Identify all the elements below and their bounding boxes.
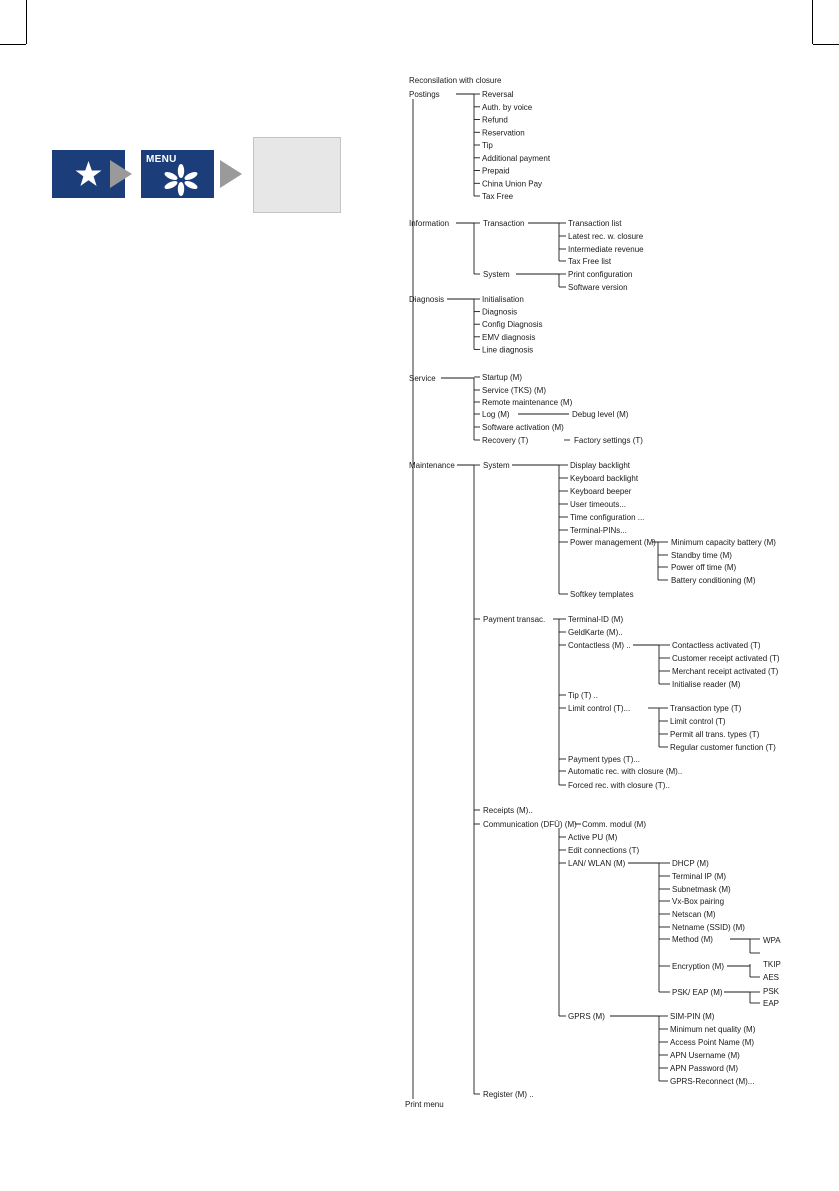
tree-node-label: Contactless activated (T) <box>672 641 761 650</box>
tree-node-label: Customer receipt activated (T) <box>672 654 780 663</box>
tree-node-label: Service <box>409 374 436 383</box>
tree-node-label: Reservation <box>482 128 525 138</box>
tree-node-label: System <box>483 270 510 279</box>
tree-node-label: EMV diagnosis <box>482 332 536 342</box>
tree-node-label: Remote maintenance (M) <box>482 398 573 407</box>
tree-node-label: Regular customer function (T) <box>670 743 776 752</box>
tree-node-label: APN Username (M) <box>670 1051 740 1060</box>
tree-node-label: Tax Free list <box>568 257 612 266</box>
tree-node-label: Vx-Box pairing <box>672 897 725 906</box>
tree-node-label: AES <box>763 973 780 982</box>
tree-node-label: Diagnosis <box>482 307 518 317</box>
tree-root-label: Reconsilation with closure <box>409 76 502 85</box>
tree-node-label: Softkey templates <box>570 590 634 599</box>
tree-node-label: Power off time (M) <box>671 563 737 572</box>
tree-node-label: Transaction type (T) <box>670 704 742 713</box>
tree-node-label: Power management (M) <box>570 538 656 547</box>
tree-node-label: Payment transac. <box>483 615 546 624</box>
tree-node-label: Maintenance <box>409 461 455 470</box>
tree-node-label: LAN/ WLAN (M) <box>568 859 626 868</box>
tree-node-label: Merchant receipt activated (T) <box>672 667 779 676</box>
tree-node-label: EAP <box>763 999 780 1008</box>
tree-node-label: Tip <box>482 141 493 150</box>
tree-node-label: SIM-PIN (M) <box>670 1012 715 1021</box>
tree-node-label: Automatic rec. with closure (M).. <box>568 767 683 776</box>
tree-node-label: APN Password (M) <box>670 1064 739 1073</box>
tree-node-label: Initialisation <box>482 295 524 304</box>
menu-key-label: MENU <box>146 154 177 165</box>
tree-node-label: Refund <box>482 115 508 125</box>
tree-node-label: Netname (SSID) (M) <box>672 923 745 932</box>
tree-node-label: Latest rec. w. closure <box>568 232 644 241</box>
tree-node-label: Comm. modul (M) <box>582 820 647 829</box>
tree-node-label: Tip (T) .. <box>568 691 598 700</box>
tree-node-label: Diagnosis <box>409 295 445 304</box>
tree-node-label: Print configuration <box>568 270 633 279</box>
tree-node-label: PSK <box>763 987 780 996</box>
tree-node-label: Reversal <box>482 90 514 99</box>
tree-node-label: Line diagnosis <box>482 345 534 355</box>
tree-node-label: DHCP (M) <box>672 859 709 868</box>
tree-node-label: Minimum capacity battery (M) <box>671 538 776 547</box>
tree-node-label: Permit all trans. types (T) <box>670 730 760 739</box>
tree-node-label: Initialise reader (M) <box>672 680 741 689</box>
tree-node-label: Intermediate revenue <box>568 245 644 254</box>
tree-node-label: WPA <box>763 936 781 945</box>
tree-node-label: GPRS-Reconnect (M)... <box>670 1077 755 1086</box>
tree-node-label: TKIP <box>763 960 781 969</box>
tree-node-label: Forced rec. with closure (T).. <box>568 781 670 790</box>
tree-node-label: Standby time (M) <box>671 551 732 560</box>
tree-node-label: Netscan (M) <box>672 910 716 919</box>
tree-node-label: Receipts (M).. <box>483 806 533 815</box>
tree-node-label: Service (TKS) (M) <box>482 386 546 395</box>
tree-node-label: Prepaid <box>482 166 510 176</box>
tree-node-label: Transaction <box>483 219 525 228</box>
tree-node-label: User timeouts... <box>570 500 627 509</box>
tree-node-label: Recovery (T) <box>482 436 529 445</box>
tree-node-label: Time configuration ... <box>570 513 645 522</box>
tree-node-label: Contactless (M) .. <box>568 641 631 650</box>
tree-node-label: Software activation (M) <box>482 423 564 432</box>
tree-node-label: Terminal IP (M) <box>672 872 727 881</box>
tree-node-label: Battery conditioning (M) <box>671 576 756 585</box>
tree-node-label: Debug level (M) <box>572 410 629 419</box>
tree-node-label: Payment types (T)... <box>568 755 641 764</box>
tree-node-label: Software version <box>568 283 628 292</box>
tree-node-label: Factory settings (T) <box>574 436 643 445</box>
tree-node-label: Config Diagnosis <box>482 320 543 330</box>
tree-node-label: Register (M) .. <box>483 1090 534 1099</box>
tree-node-label: Limit control (T)... <box>568 704 631 713</box>
tree-node-label: Keyboard beeper <box>570 487 632 496</box>
tree-node-label: Encryption (M) <box>672 962 725 971</box>
tree-node-label: GeldKarte (M).. <box>568 628 623 637</box>
tree-node-label: Limit control (T) <box>670 717 726 726</box>
tree-node-label: Information <box>409 219 450 228</box>
tree-node-label: Log (M) <box>482 410 510 419</box>
tree-node-label: Subnetmask (M) <box>672 885 731 894</box>
tree-node-label: Additional payment <box>482 153 551 163</box>
tree-node-label: Active PU (M) <box>568 833 618 842</box>
tree-node-label: Terminal-PINs... <box>570 526 627 535</box>
tree-node-label: China Union Pay <box>482 179 543 189</box>
tree-node-label: Postings <box>409 90 440 99</box>
tree-node-label: Print menu <box>405 1100 444 1109</box>
tree-node-label: Communication (DFÜ) (M) <box>483 820 577 829</box>
tree-node-label: Transaction list <box>568 219 622 228</box>
tree-node-label: Startup (M) <box>482 373 523 382</box>
tree-node-label: Tax Free <box>482 192 514 201</box>
tree-node-label: Minimum net quality (M) <box>670 1025 756 1034</box>
tree-node-label: System <box>483 461 510 470</box>
tree-node-label: Keyboard backlight <box>570 474 639 483</box>
tree-node-label: PSK/ EAP (M) <box>672 988 723 997</box>
tree-node-label: Method (M) <box>672 935 713 944</box>
tree-node-label: GPRS (M) <box>568 1012 605 1021</box>
tree-node-label: Edit connections (T) <box>568 846 640 855</box>
tree-node-label: Display backlight <box>570 461 631 470</box>
tree-node-label: Access Point Name (M) <box>670 1038 755 1047</box>
tree-node-label: Terminal-ID (M) <box>568 615 624 624</box>
tree-node-label: Auth. by voice <box>482 102 533 112</box>
